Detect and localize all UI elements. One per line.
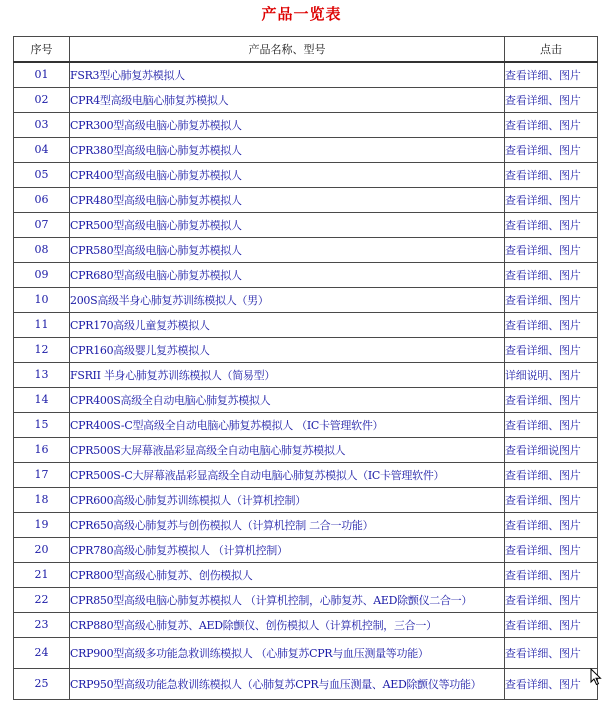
row-number: 17 xyxy=(14,462,70,487)
table-row xyxy=(14,462,598,487)
view-details-link[interactable]: 查看详细、图片 xyxy=(505,543,581,557)
product-name-link[interactable]: CPR160高级婴儿复苏模拟人 xyxy=(70,337,505,362)
view-details-link[interactable]: 查看详细、图片 xyxy=(505,518,581,532)
row-number: 04 xyxy=(14,137,70,162)
row-number: 15 xyxy=(14,412,70,437)
row-number: 09 xyxy=(14,262,70,287)
detail-link-cell xyxy=(505,312,598,337)
detail-link-cell xyxy=(505,537,598,562)
product-name-link[interactable]: CPR800型高级心肺复苏、创伤模拟人 xyxy=(70,562,505,587)
detail-link-cell xyxy=(505,637,598,668)
product-name-link[interactable]: CPR500S-C大屏幕液晶彩显高级全自动电脑心肺复苏模拟人（IC卡管理软件） xyxy=(70,462,505,487)
detail-link-cell xyxy=(505,237,598,262)
detail-link-cell xyxy=(505,587,598,612)
detail-link-cell xyxy=(505,462,598,487)
row-number: 01 xyxy=(14,62,70,87)
page-title: 产品一览表 xyxy=(261,5,342,23)
table-row xyxy=(14,668,598,699)
detail-link-cell xyxy=(505,337,598,362)
table-row xyxy=(14,62,598,87)
table-row xyxy=(14,237,598,262)
detail-link-cell xyxy=(505,362,598,387)
product-name-link[interactable]: CPR580型高级电脑心肺复苏模拟人 xyxy=(70,237,505,262)
product-name-link[interactable]: CPR780高级心肺复苏模拟人 （计算机控制） xyxy=(70,537,505,562)
detail-link-cell xyxy=(505,137,598,162)
row-number: 18 xyxy=(14,487,70,512)
detail-link-cell xyxy=(505,668,598,699)
product-name-link[interactable]: FSRII 半身心肺复苏训练模拟人（简易型） xyxy=(70,362,505,387)
table-row xyxy=(14,287,598,312)
table-row xyxy=(14,437,598,462)
header-num: 序号 xyxy=(14,37,70,63)
product-name-link[interactable]: 200S高级半身心肺复苏训练模拟人（男） xyxy=(70,287,505,312)
detail-link-cell xyxy=(505,512,598,537)
table-row xyxy=(14,387,598,412)
table-row xyxy=(14,112,598,137)
row-number: 05 xyxy=(14,162,70,187)
product-name-link[interactable]: CPR170高级儿童复苏模拟人 xyxy=(70,312,505,337)
view-details-link[interactable]: 查看详细、图片 xyxy=(505,343,581,357)
view-details-link[interactable]: 查看详细、图片 xyxy=(505,468,581,482)
table-row xyxy=(14,137,598,162)
detail-link-cell xyxy=(505,87,598,112)
product-name-link[interactable]: CPR600高级心肺复苏训练模拟人（计算机控制） xyxy=(70,487,505,512)
header-action: 点击 xyxy=(505,37,598,63)
table-row xyxy=(14,412,598,437)
product-name-link[interactable]: CRP880型高级心肺复苏、AED除颤仪、创伤模拟人（计算机控制，三合一） xyxy=(70,612,505,637)
row-number: 22 xyxy=(14,587,70,612)
detail-link-cell xyxy=(505,262,598,287)
product-name-link[interactable]: CPR4型高级电脑心肺复苏模拟人 xyxy=(70,87,505,112)
product-name-link[interactable]: CRP900型高级多功能急救训练模拟人 （心肺复苏CPR与血压测量等功能） xyxy=(70,637,505,668)
row-number: 23 xyxy=(14,612,70,637)
view-details-link[interactable]: 查看详细、图片 xyxy=(505,118,581,132)
view-details-link[interactable]: 查看详细、图片 xyxy=(505,143,581,157)
row-number: 13 xyxy=(14,362,70,387)
row-number: 08 xyxy=(14,237,70,262)
view-details-link[interactable]: 查看详细、图片 xyxy=(505,243,581,257)
view-details-link[interactable]: 查看详细、图片 xyxy=(505,418,581,432)
row-number: 06 xyxy=(14,187,70,212)
product-name-link[interactable]: CPR650高级心肺复苏与创伤模拟人（计算机控制 二合一功能） xyxy=(70,512,505,537)
table-row xyxy=(14,212,598,237)
table-row xyxy=(14,562,598,587)
detail-link-cell xyxy=(505,162,598,187)
product-name-link[interactable]: CPR480型高级电脑心肺复苏模拟人 xyxy=(70,187,505,212)
table-row xyxy=(14,612,598,637)
row-number: 19 xyxy=(14,512,70,537)
product-name-link[interactable]: CPR400S-C型高级全自动电脑心肺复苏模拟人 （IC卡管理软件） xyxy=(70,412,505,437)
table-row xyxy=(14,362,598,387)
view-details-link[interactable]: 查看详细、图片 xyxy=(505,268,581,282)
detail-link-cell xyxy=(505,187,598,212)
view-details-link[interactable]: 查看详细、图片 xyxy=(505,68,581,82)
product-name-link[interactable]: CPR680型高级电脑心肺复苏模拟人 xyxy=(70,262,505,287)
product-name-link[interactable]: CPR400S高级全自动电脑心肺复苏模拟人 xyxy=(70,387,505,412)
detail-link-cell xyxy=(505,412,598,437)
row-number: 03 xyxy=(14,112,70,137)
table-header-row xyxy=(14,37,598,63)
table-row xyxy=(14,512,598,537)
row-number: 16 xyxy=(14,437,70,462)
table-row xyxy=(14,337,598,362)
product-name-link[interactable]: CPR300型高级电脑心肺复苏模拟人 xyxy=(70,112,505,137)
table-row xyxy=(14,187,598,212)
product-name-link[interactable]: CPR850型高级电脑心肺复苏模拟人 （计算机控制，心肺复苏、AED除颤仪二合一） xyxy=(70,587,505,612)
table-row xyxy=(14,487,598,512)
row-number: 02 xyxy=(14,87,70,112)
row-number: 25 xyxy=(14,668,70,699)
product-name-link[interactable]: CPR500型高级电脑心肺复苏模拟人 xyxy=(70,212,505,237)
view-details-link[interactable]: 查看详细、图片 xyxy=(505,568,581,582)
table-row xyxy=(14,312,598,337)
row-number: 10 xyxy=(14,287,70,312)
view-details-link[interactable]: 查看详细、图片 xyxy=(505,393,581,407)
view-details-link[interactable]: 查看详细、图片 xyxy=(505,193,581,207)
detail-link-cell xyxy=(505,62,598,87)
detail-link-cell xyxy=(505,112,598,137)
view-details-link[interactable]: 查看详细说图片 xyxy=(505,443,581,457)
view-details-link[interactable]: 查看详细、图片 xyxy=(505,293,581,307)
table-row xyxy=(14,587,598,612)
product-table xyxy=(13,36,598,700)
table-row xyxy=(14,637,598,668)
view-details-link[interactable]: 查看详细、图片 xyxy=(505,318,581,332)
table-row xyxy=(14,537,598,562)
detail-link-cell xyxy=(505,287,598,312)
table-row xyxy=(14,87,598,112)
row-number: 11 xyxy=(14,312,70,337)
view-details-link[interactable]: 查看详细、图片 xyxy=(505,646,581,660)
row-number: 14 xyxy=(14,387,70,412)
view-details-link[interactable]: 查看详细、图片 xyxy=(505,93,581,107)
view-details-link[interactable]: 查看详细、图片 xyxy=(505,593,581,607)
table-row xyxy=(14,262,598,287)
mouse-cursor-icon xyxy=(590,668,602,686)
row-number: 21 xyxy=(14,562,70,587)
header-name: 产品名称、型号 xyxy=(70,37,505,63)
product-name-link[interactable]: CPR500S大屏幕液晶彩显高级全自动电脑心肺复苏模拟人 xyxy=(70,437,505,462)
detail-link-cell xyxy=(505,437,598,462)
row-number: 20 xyxy=(14,537,70,562)
row-number: 07 xyxy=(14,212,70,237)
product-name-link[interactable]: CPR380型高级电脑心肺复苏模拟人 xyxy=(70,137,505,162)
detail-link-cell xyxy=(505,612,598,637)
product-name-link[interactable]: CPR400型高级电脑心肺复苏模拟人 xyxy=(70,162,505,187)
row-number: 12 xyxy=(14,337,70,362)
view-details-link[interactable]: 查看详细、图片 xyxy=(505,168,581,182)
table-row xyxy=(14,162,598,187)
product-name-link[interactable]: FSR3型心肺复苏模拟人 xyxy=(70,62,505,87)
detail-link-cell xyxy=(505,562,598,587)
detail-link-cell xyxy=(505,387,598,412)
view-details-link[interactable]: 查看详细、图片 xyxy=(505,218,581,232)
detail-link-cell xyxy=(505,487,598,512)
product-name-link[interactable]: CRP950型高级功能急救训练模拟人（心肺复苏CPR与血压测量、AED除颤仪等功能） xyxy=(70,668,505,699)
detail-link-cell xyxy=(505,212,598,237)
view-details-link[interactable]: 查看详细、图片 xyxy=(505,677,581,691)
row-number: 24 xyxy=(14,637,70,668)
view-details-link[interactable]: 详细说明、图片 xyxy=(505,368,581,382)
view-details-link[interactable]: 查看详细、图片 xyxy=(505,493,581,507)
view-details-link[interactable]: 查看详细、图片 xyxy=(505,618,581,632)
